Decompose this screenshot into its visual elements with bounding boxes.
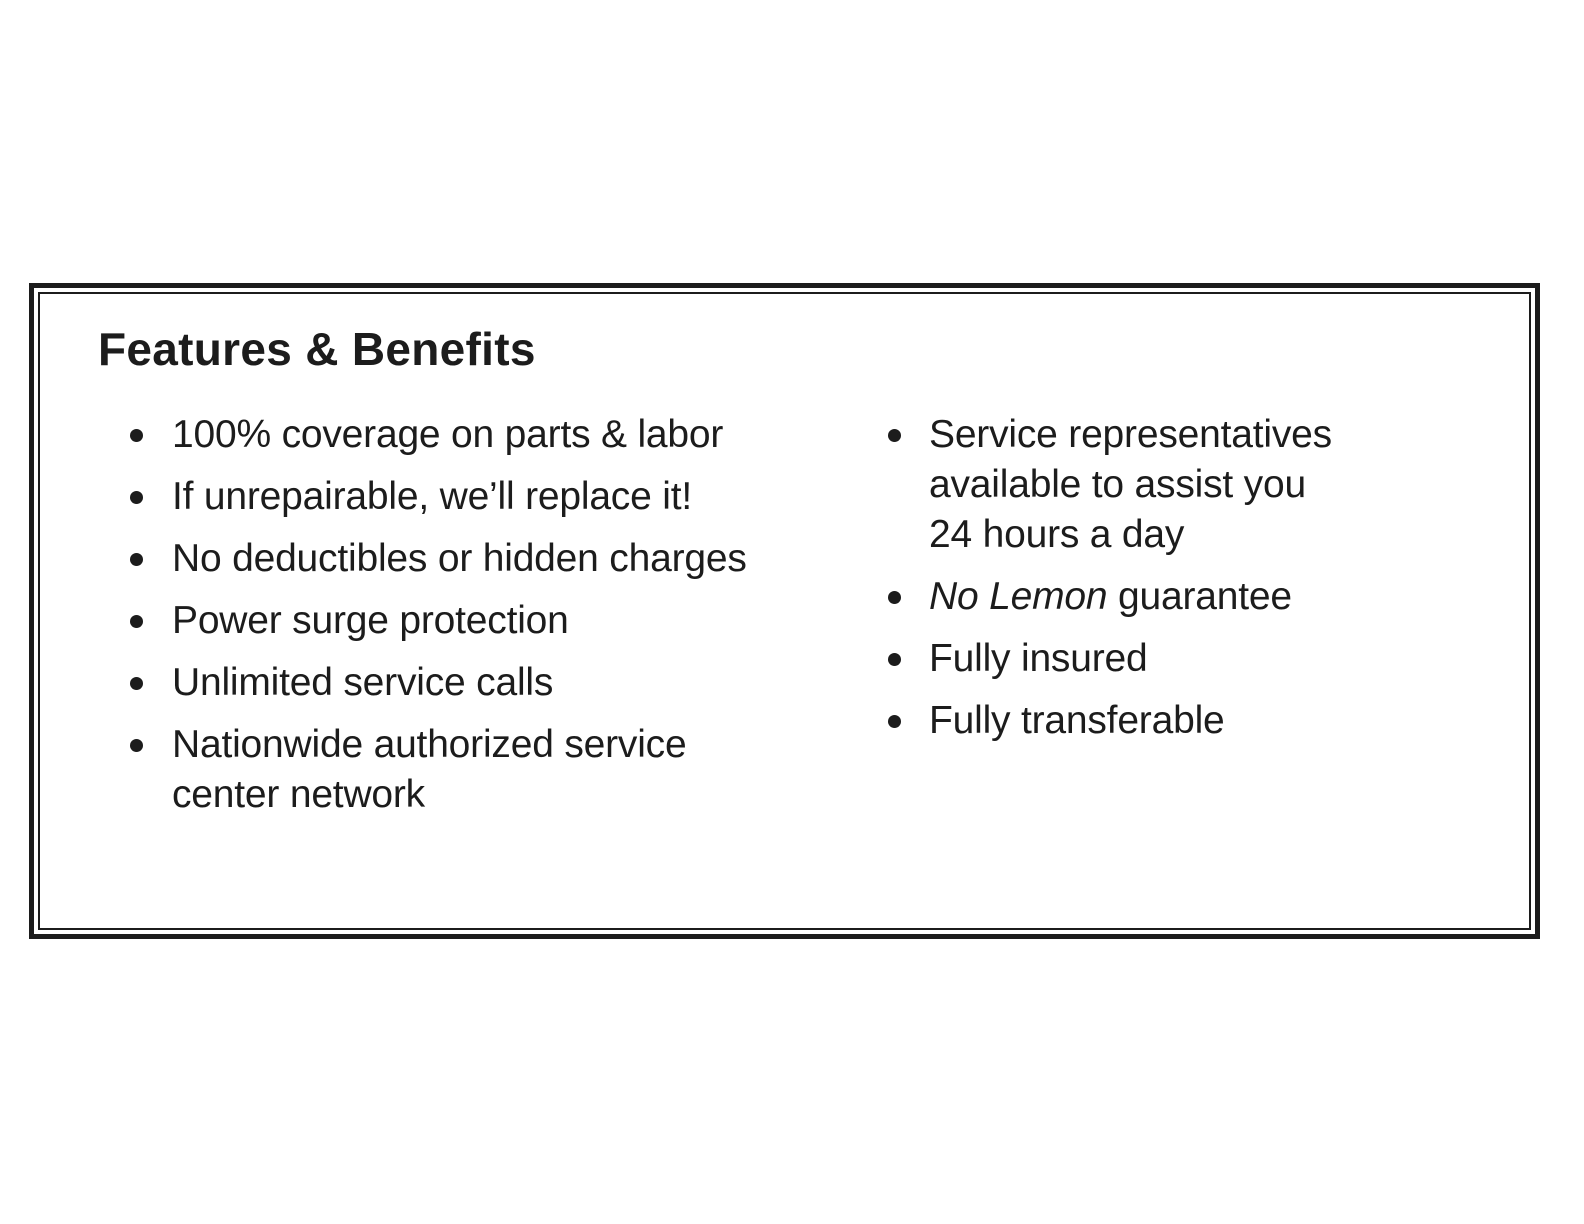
bullet-icon [888,715,901,728]
list-item-text: Unlimited service calls [172,661,554,704]
bullet-icon [888,591,901,604]
list-item-text-line: 24 hours a day [929,513,1185,556]
list-item [172,658,553,708]
bullet-icon [130,615,143,628]
list-item-text: guarantee [1107,575,1292,618]
list-item [172,596,569,646]
list-item [929,634,1148,684]
list-item [172,534,747,584]
list-item-text: Fully transferable [929,699,1225,742]
list-item-text: Power surge protection [172,599,569,642]
bullet-icon [130,491,143,504]
bullet-icon [130,429,143,442]
list-item [929,572,1292,622]
list-item-text-line: center network [172,773,425,816]
bullet-icon [888,653,901,666]
list-item-text-line: available to assist you [929,463,1306,506]
list-item-text: If unrepairable, we’ll replace it! [172,475,692,518]
bullet-icon [130,677,143,690]
list-item-italic-text: No Lemon [929,575,1108,618]
list-item-text-line: Nationwide authorized service [172,723,687,766]
list-item-text: Fully insured [929,637,1148,680]
bullet-icon [130,553,143,566]
list-item [929,696,1225,746]
list-item-text-line: Service representatives [929,413,1332,456]
bullet-icon [888,429,901,442]
list-item [929,410,1332,560]
list-item-text: 100% coverage on parts & labor [172,413,724,456]
list-item [172,472,692,522]
list-item-text: No deductibles or hidden charges [172,537,747,580]
features-title: Features & Benefits [98,323,536,375]
list-item [172,410,723,460]
bullet-icon [130,739,143,752]
list-item [172,720,686,820]
